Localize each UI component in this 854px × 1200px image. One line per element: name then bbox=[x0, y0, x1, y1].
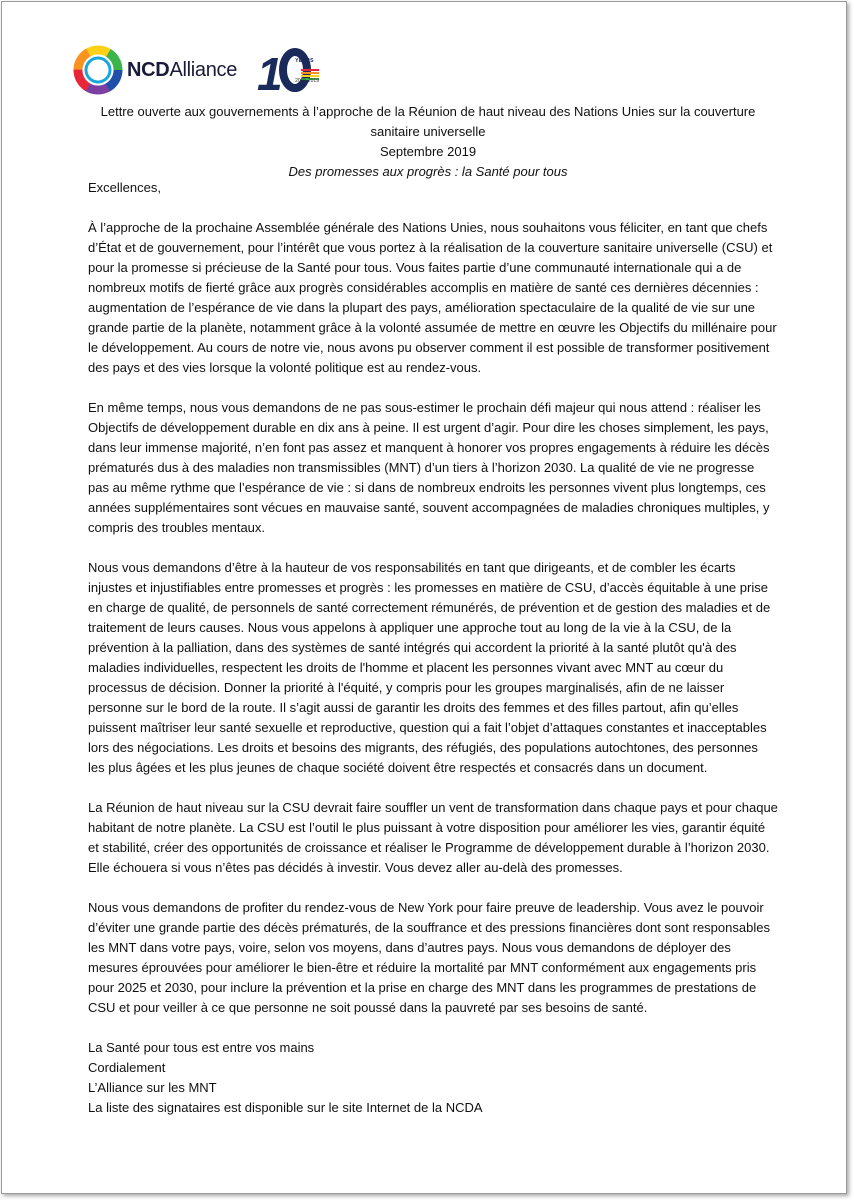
closing-line: Cordialement bbox=[88, 1060, 166, 1075]
ten-years-logo bbox=[257, 42, 335, 98]
letter-header bbox=[88, 102, 768, 182]
paragraph-1: À l’approche de la prochaine Assemblée générale des Nations Unies, nous souhaitons vous féliciter, en tant que chefs d’État et de gouvernement, pour l’intérêt que vous portez à la réalisation de la couverture sanitaire universelle (CSU) et pour la promesse si précieuse de la Santé pour tous. Vous faites partie d’une communauté internationale qui a de nombreux motifs de fierté grâce aux progrès considérables accomplis en matière de santé ces dernières décennies : augmentation de l’espérance de vie dans la plupart des pays, amélioration spectaculaire de la qualité de vie sur une grande partie de la planète, notamment grâce à la volonté assumée de mettre en œuvre les Objectifs du millénaire pour le développement. Au cours de notre vie, nous avons pu observer comment il est possible de transformer positivement des pays et des vies lorsque la volonté politique est au rendez-vous. bbox=[88, 220, 777, 375]
ncd-ring-icon bbox=[72, 44, 124, 96]
letter-body bbox=[88, 178, 778, 1118]
svg-text:1: 1 bbox=[257, 48, 283, 98]
paragraph-4: La Réunion de haut niveau sur la CSU devrait faire souffler un vent de transformation dans chaque pays et pour chaque habitant de notre planète. La CSU est l’outil le plus puissant à votre disposition pour améliorer les vies, garantir équité et stabilité, créer des opportunités de croissance et réaliser le Programme de développement durable à l’horizon 2030. Elle échouera si vous n’êtes pas décidés à investir. Vous devez aller au-delà des promesses. bbox=[88, 800, 778, 875]
brand-suffix: Alliance bbox=[169, 58, 238, 81]
salutation: Excellences, bbox=[88, 180, 161, 195]
paragraph-3: Nous vous demandons d’être à la hauteur de vos responsabilités en tant que dirigeants, et de combler les écarts injustes et injustifiables entre promesses et progrès : les promesses en matière de CSU, d’accès équitable à une prise en charge de qualité, de personnels de santé correctement rémunérés, de prévention et de gestion des maladies et de traitement de leurs causes. Nous vous appelons à appliquer une approche tout au long de la vie à la CSU, de la prévention à la palliation, dans des systèmes de santé intégrés qui accordent la priorité à la santé plutôt qu'à des maladies individuelles, respectent les droits de l'homme et placent les personnes vivant avec MNT au cœur du processus de décision. Donner la priorité à l'équité, y compris pour les groupes marginalisés, afin de ne laisser personne sur le bord de la route. Il s’agit aussi de garantir les droits des femmes et des filles partout, afin qu’elles puissent maîtriser leur santé sexuelle et reproductive, question qui a fait l’objet d’attaques constantes et inacceptables lors des négociations. Les droits et besoins des migrants, des réfugiés, des populations autochtones, des personnes les plus âgées et les plus jeunes de chaque société doivent être respectés et consacrés dans un document. bbox=[88, 560, 771, 775]
logo-bar bbox=[72, 42, 335, 98]
letter-date: Septembre 2019 bbox=[379, 144, 477, 159]
letter-title: Lettre ouverte aux gouvernements à l’approche de la Réunion de haut niveau des Nations Unies sur la couverture sanitaire universelle bbox=[100, 104, 756, 139]
paragraph-5: Nous vous demandons de profiter du rendez-vous de New York pour faire preuve de leadership. Vous avez le pouvoir d’éviter une grande partie des décès prématurés, de la souffrance et des pressions financières dont sont responsables les MNT dans votre pays, voire, selon vos moyens, dans d’autres pays. Nous vous demandons de déployer des mesures éprouvées pour améliorer le bien-être et réduire la mortalité par MNT conformément aux engagements pris pour 2025 et 2030, pour inclure la prévention et la prise en charge des MNT dans les programmes de prestations de CSU et pour veiller à ce que personne ne soit poussé dans la pauvreté par ses besoins de santé. bbox=[88, 900, 770, 1015]
ten-years-icon bbox=[257, 42, 335, 98]
paragraph-2: En même temps, nous vous demandons de ne pas sous-estimer le prochain défi majeur qui nous attend : réaliser les Objectifs de développement durable en dix ans à peine. Il est urgent d’agir. Pour dire les choses simplement, les pays, dans leur immense majorité, n’en font pas assez et manquent à honorer vos propres engagements à réduire les décès prématurés dus à des maladies non transmissibles (MNT) d’un tiers à l’horizon 2030. La qualité de vie ne progresse pas au même rythme que l’espérance de vie : si dans de nombreux endroits les personnes vivent plus longtemps, ces années supplémentaires sont vécues en mauvaise santé, souvent accompagnées de maladies chroniques multiples, y compris des troubles mentaux. bbox=[88, 400, 770, 535]
brand-prefix: NCD bbox=[127, 58, 170, 81]
anniversary-label: YEARS bbox=[295, 58, 314, 64]
closing-line: L’Alliance sur les MNT bbox=[88, 1080, 217, 1095]
ncd-alliance-wordmark bbox=[127, 59, 237, 82]
letter-subtitle: Des promesses aux progrès : la Santé pour tous bbox=[288, 164, 568, 179]
closing-line: La Santé pour tous est entre vos mains bbox=[88, 1040, 315, 1055]
closing-line: La liste des signataires est disponible sur le site Internet de la NCDA bbox=[88, 1100, 483, 1115]
anniversary-range: 2009-2019 bbox=[295, 78, 319, 84]
ncd-alliance-logo bbox=[72, 44, 237, 96]
document-page bbox=[1, 1, 847, 1194]
closing-block bbox=[88, 1038, 778, 1118]
